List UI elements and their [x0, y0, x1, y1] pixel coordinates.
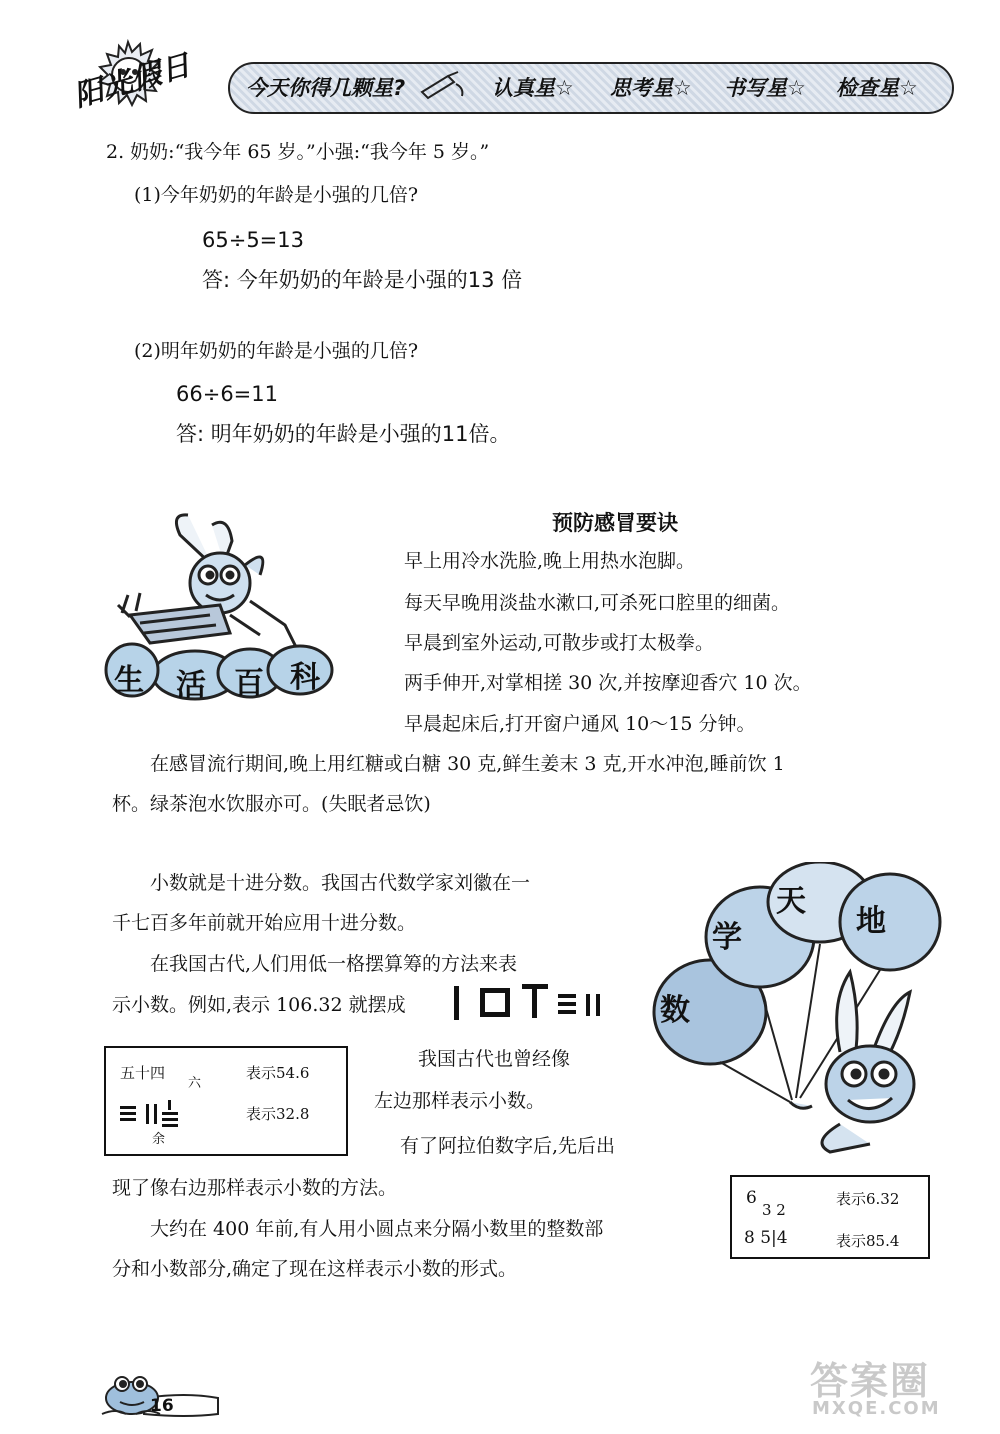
- page-number: 16: [150, 1396, 174, 1416]
- badge-char-4: 科: [290, 660, 320, 695]
- math-p3-line-1: 我国古代也曾经像: [418, 1048, 571, 1070]
- rods-row2-sub: 余: [152, 1132, 166, 1147]
- life-line-2: 每天早晚用淡盐水漱口,可杀死口腔里的细菌。: [404, 592, 791, 614]
- badge-char-2: 活: [176, 668, 206, 703]
- question-1-answer: 答: 今年奶奶的年龄是小强的13 倍: [202, 268, 523, 292]
- counting-rods-32-8: [118, 1098, 198, 1132]
- life-title: 预防感冒要诀: [552, 511, 678, 535]
- math-p5-line-2: 分和小数部分,确定了现在这样表示小数的形式。: [112, 1258, 518, 1280]
- arabic-row2-desc: 表示85.4: [836, 1232, 900, 1250]
- star-label-2: 思考星☆: [610, 76, 692, 100]
- math-p2-line-1: 在我国古代,人们用低一格摆算筹的方法来表: [150, 953, 518, 975]
- counting-rods-106-32: [450, 980, 610, 1026]
- math-p4-line-2: 现了像右边那样表示小数的方法。: [112, 1177, 398, 1199]
- math-p1-line-1: 小数就是十进分数。我国古代数学家刘徽在一: [150, 872, 531, 894]
- arabic-row1-dec: 3 2: [762, 1201, 786, 1219]
- logo-text: 阳光假日: [70, 47, 195, 114]
- life-line-3: 早晨到室外运动,可散步或打太极拳。: [404, 632, 715, 654]
- life-line-1: 早上用冷水洗脸,晚上用热水泡脚。: [404, 550, 696, 572]
- rods-row1-main: 五十四: [120, 1064, 166, 1082]
- math-p5-line-1: 大约在 400 年前,有人用小圆点来分隔小数里的整数部: [150, 1218, 604, 1240]
- life-line-5: 早晨起床后,打开窗户通风 10～15 分钟。: [404, 713, 756, 735]
- badge-char-1: 生: [114, 663, 144, 698]
- question-2-answer: 答: 明年奶奶的年龄是小强的11倍。: [176, 422, 511, 446]
- math-p4-line-1: 有了阿拉伯数字后,先后出: [400, 1135, 616, 1157]
- balloon-char-2: 学: [712, 920, 742, 955]
- question-1-calc: 65÷5=13: [202, 228, 304, 252]
- question-2-calc: 66÷6=11: [176, 382, 278, 406]
- problem-statement: 2. 奶奶:“我今年 65 岁。”小强:“我今年 5 岁。”: [106, 141, 490, 163]
- math-p1-line-2: 千七百多年前就开始应用十进分数。: [112, 912, 417, 934]
- life-paragraph-line-1: 在感冒流行期间,晚上用红糖或白糖 30 克,鲜生姜末 3 克,开水冲泡,睡前饮 1: [150, 753, 785, 775]
- star-label-3: 书写星☆: [724, 76, 806, 100]
- question-2: (2)明年奶奶的年龄是小强的几倍?: [134, 340, 419, 362]
- question-1: (1)今年奶奶的年龄是小强的几倍?: [134, 184, 419, 206]
- balloon-4: [840, 874, 940, 970]
- watermark-url: MXQE.COM: [812, 1398, 941, 1419]
- rods-row1-desc: 表示54.6: [246, 1064, 310, 1082]
- rods-row2-desc: 表示32.8: [246, 1105, 310, 1123]
- badge-char-3: 百: [234, 666, 264, 701]
- rods-row1-sub: 六: [188, 1076, 202, 1091]
- star-label-1: 认真星☆: [492, 76, 574, 100]
- star-label-4: 检查星☆: [836, 76, 918, 100]
- math-p3-line-2: 左边那样表示小数。: [374, 1090, 546, 1112]
- arabic-row2-num: 8 5|4: [744, 1228, 788, 1248]
- balloon-char-4: 地: [856, 904, 886, 939]
- arabic-row1-int: 6: [746, 1188, 757, 1208]
- life-paragraph-line-2: 杯。绿茶泡水饮服亦可。(失眠者忌饮): [112, 793, 431, 815]
- balloon-char-1: 数: [660, 993, 690, 1028]
- life-line-4: 两手伸开,对掌相搓 30 次,并按摩迎香穴 10 次。: [404, 672, 812, 694]
- math-p2-line-2: 示小数。例如,表示 106.32 就摆成: [112, 994, 406, 1016]
- header-question: 今天你得几颗星?: [246, 76, 406, 100]
- watermark-text: 答案圈: [810, 1359, 931, 1403]
- balloon-char-3: 天: [776, 884, 806, 919]
- arabic-row1-desc: 表示6.32: [836, 1190, 900, 1208]
- pencil-icon: [418, 70, 468, 100]
